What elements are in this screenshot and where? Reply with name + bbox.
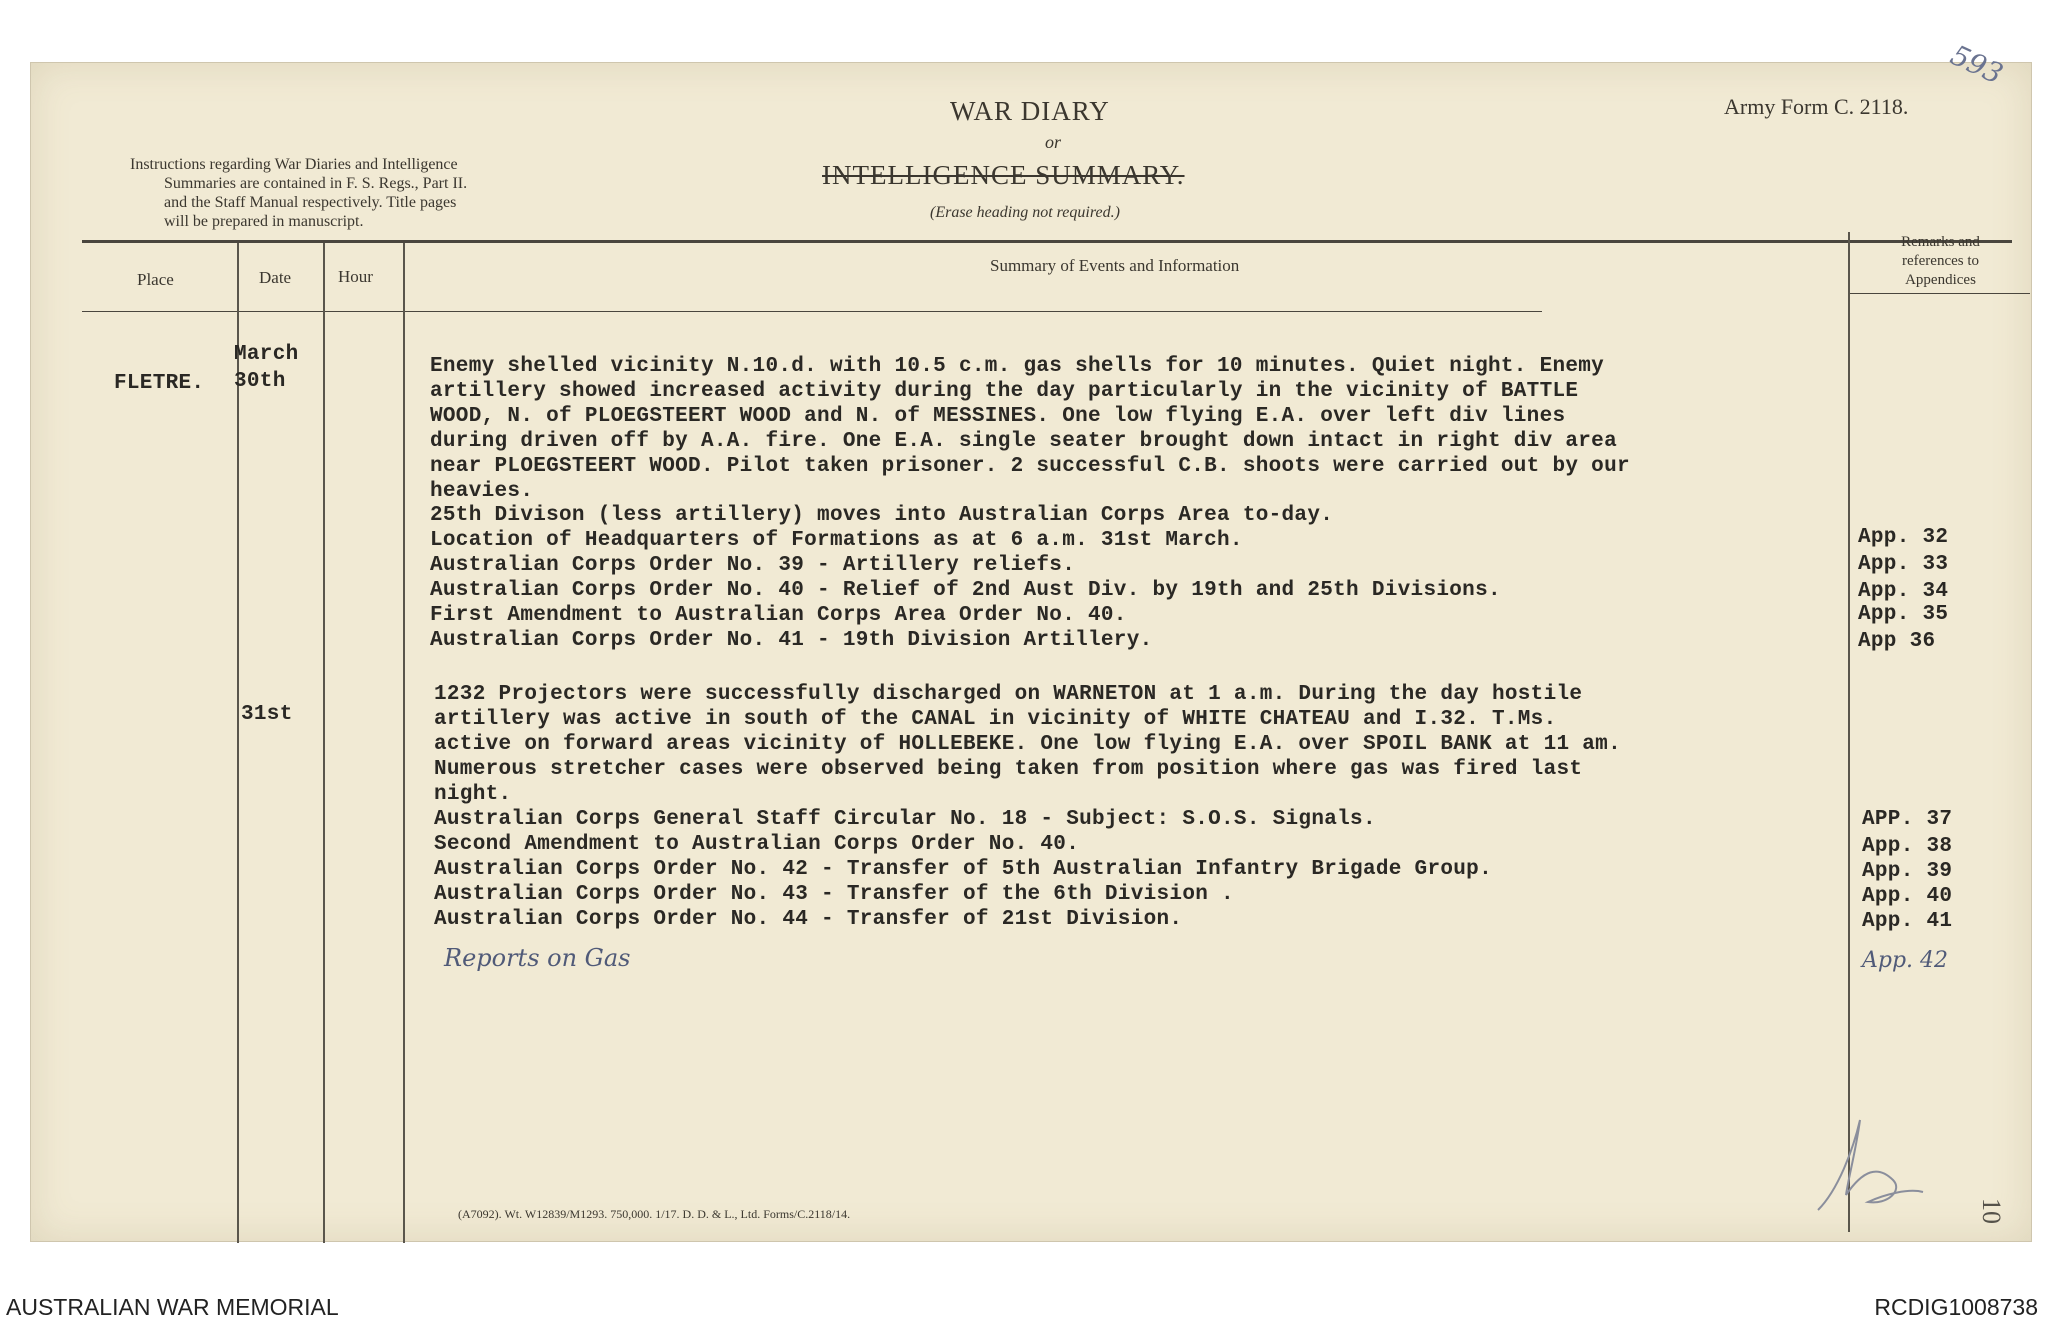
col-remarks-line: references to [1901,253,1980,269]
entry1-line: WOOD, N. of PLOEGSTEERT WOOD and N. of MESSINES. One low flying E.A. over left div lines [430,405,1566,428]
col-place: Place [137,270,174,289]
entry2-line: artillery was active in south of the CANAL in vicinity of WHITE CHATEAU and I.32. T.Ms. [434,708,1557,731]
appendix-ref: App. 32 [1858,526,1949,549]
entry2-line: Australian Corps Order No. 42 - Transfer of 5th Australian Infantry Brigade Group. [434,858,1492,881]
col-remarks [1858,233,2023,290]
entry1-date-month: March [234,343,299,366]
instructions-line: Instructions regarding War Diaries and Intelligence [130,156,458,173]
instructions-line: and the Staff Manual respectively. Title pages [164,194,457,211]
margin-number: 10 [1977,1198,2006,1224]
col-date: Date [259,268,292,287]
appendix-ref: App 36 [1858,630,1936,653]
form-id: Army Form C. 2118. [1724,94,1909,119]
appendix-ref: App. 39 [1862,860,1953,883]
appendix-ref: App. 42 [1862,948,1949,973]
appendix-ref: App. 34 [1858,580,1949,603]
hour-summary-divider [403,243,405,1243]
entry1-line: near PLOEGSTEERT WOOD. Pilot taken prisoner. 2 successful C.B. shoots were carried out by our [430,455,1630,478]
col-remarks-line: Appendices [1905,272,1976,288]
appendix-ref: App. 38 [1862,835,1953,858]
entry1-place: FLETRE. [114,372,205,395]
diary-title: WAR DIARY [950,96,1110,126]
instructions [130,155,467,231]
entry1-line: First Amendment to Australian Corps Area Order No. 40. [430,604,1127,627]
printer-imprint: (A7092). Wt. W12839/M1293. 750,000. 1/17. D. D. & L., Ltd. Forms/C.2118/14. [458,1207,851,1221]
entry1-line: 25th Divison (less artillery) moves into Australian Corps Area to-day. [430,504,1334,527]
appendix-ref: APP. 37 [1862,808,1953,831]
header-bottom-rule [82,311,1542,312]
entry2-date-day: 31st [241,703,293,726]
signature-mark [1808,1110,1928,1220]
entry2-line: active on forward areas vicinity of HOLLEBEKE. One low flying E.A. over SPOIL BANK at 11 am. [434,733,1621,756]
entry1-line: heavies. [430,480,534,503]
table-top-rule [82,240,2012,243]
summary-remarks-divider [1848,232,1850,1232]
entry2-line: 1232 Projectors were successfully discharged on WARNETON at 1 a.m. During the day hostile [434,683,1583,706]
appendix-ref: App. 40 [1862,885,1953,908]
remarks-header-rule [1848,293,2030,294]
col-remarks-line: Remarks and [1901,234,1980,250]
entry1-line: Enemy shelled vicinity N.10.d. with 10.5 c.m. gas shells for 10 minutes. Quiet night. Enemy [430,355,1605,378]
col-summary: Summary of Events and Information [990,256,1240,275]
entry1-line: Australian Corps Order No. 41 - 19th Division Artillery. [430,629,1153,652]
erase-note: (Erase heading not required.) [930,204,1120,221]
entry2-line: night. [434,783,512,806]
title-or: or [1045,132,1062,152]
handwritten-note: Reports on Gas [444,944,631,972]
archive-footer-left: AUSTRALIAN WAR MEMORIAL [6,1294,339,1320]
place-date-divider [237,243,239,1243]
instructions-line: Summaries are contained in F. S. Regs., Part II. [164,175,468,192]
entry2-line: Australian Corps General Staff Circular No. 18 - Subject: S.O.S. Signals. [434,808,1376,831]
entry2-line: Numerous stretcher cases were observed being taken from position where gas was fired last [434,758,1583,781]
date-hour-divider [323,243,325,1243]
page-number: 593 [1945,38,2008,91]
entry2-line: Australian Corps Order No. 44 - Transfer of 21st Division. [434,908,1183,931]
col-hour: Hour [338,267,373,286]
entry1-line: Location of Headquarters of Formations as at 6 a.m. 31st March. [430,529,1243,552]
entry1-line: Australian Corps Order No. 39 - Artillery reliefs. [430,554,1076,577]
entry2-line: Second Amendment to Australian Corps Order No. 40. [434,833,1080,856]
entry1-line: Australian Corps Order No. 40 - Relief of 2nd Aust Div. by 19th and 25th Divisions. [430,579,1501,602]
instructions-line: will be prepared in manuscript. [164,213,364,230]
archive-footer-right: RCDIG1008738 [1874,1294,2038,1320]
entry1-line: artillery showed increased activity during the day particularly in the vicinity of BATTLE [430,380,1579,403]
appendix-ref: App. 35 [1858,603,1949,626]
appendix-ref: App. 33 [1858,553,1949,576]
entry2-line: Australian Corps Order No. 43 - Transfer of the 6th Division . [434,883,1234,906]
appendix-ref: App. 41 [1862,910,1953,933]
entry1-date-day: 30th [234,370,286,393]
entry1-line: during driven off by A.A. fire. One E.A. single seater brought down intact in right div area [430,430,1617,453]
diary-subtitle: INTELLIGENCE SUMMARY. [822,160,1185,190]
